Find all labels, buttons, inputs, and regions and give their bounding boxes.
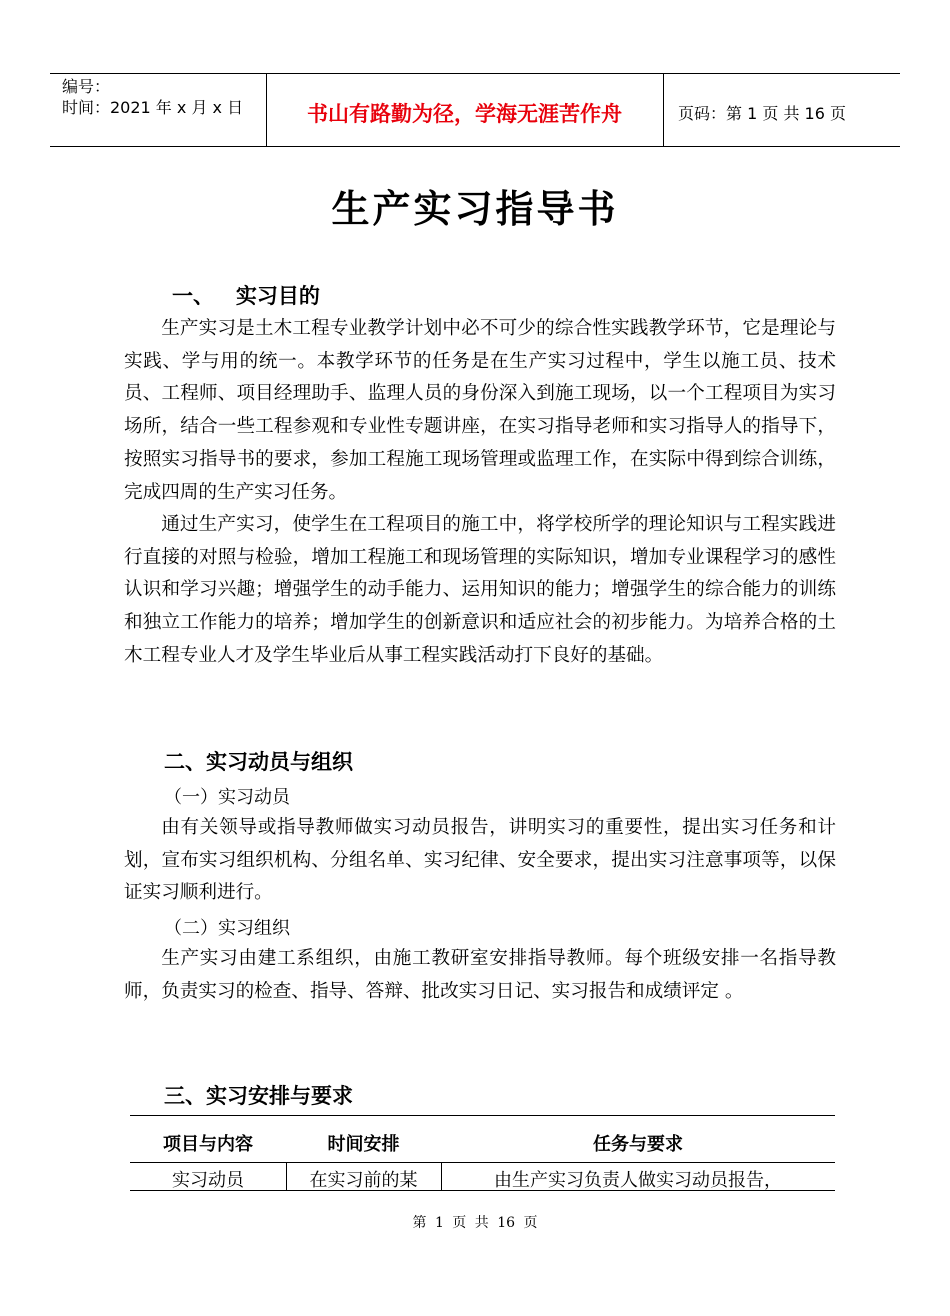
table-cell-time: 在实习前的某 bbox=[309, 1170, 418, 1191]
section1-paragraph-1: 生产实习是土木工程专业教学计划中必不可少的综合性实践教学环节，它是理论与实践、学与用的统一。本教学环节的任务是在生产实习过程中，学生以施工员、技术员、工程师、项目经理助手、监理人员的身份深入到施工现场，以一个工程项目为实习场所，结合一些工程参观和专业性专题讲座，在实习指导老师和实习指导人的指导下，按照实习指导书的要求，参加工程施工现场管理或监理工作，在实际中得到综合训练，完成四周的生产实习任务。 bbox=[124, 318, 836, 503]
section2-heading: 二、实习动员与组织 bbox=[164, 750, 353, 774]
page-footer: 第 1 页 共 16 页 bbox=[412, 1215, 538, 1231]
table-header-item: 项目与内容 bbox=[163, 1134, 253, 1155]
header-page-label: 页码：第 1 页 共 16 页 bbox=[678, 104, 846, 123]
header-meta bbox=[62, 76, 243, 118]
header-divider-right bbox=[663, 73, 664, 146]
table-header-time: 时间安排 bbox=[327, 1134, 400, 1155]
section2-subheading-1: （一）实习动员 bbox=[164, 787, 290, 808]
table-cell-item: 实习动员 bbox=[172, 1170, 244, 1191]
section3-heading: 三、实习安排与要求 bbox=[164, 1084, 353, 1108]
header-motto: 书山有路勤为径，学海无涯苦作舟 bbox=[307, 102, 622, 126]
table-top-rule bbox=[130, 1115, 835, 1116]
table-cell-task: 由生产实习负责人做实习动员报告， bbox=[494, 1170, 782, 1191]
table-header-task: 任务与要求 bbox=[593, 1134, 683, 1155]
table-header-rule bbox=[130, 1162, 835, 1163]
section1-heading: 一、 实习目的 bbox=[172, 284, 320, 308]
header-top-rule bbox=[50, 73, 900, 74]
table-row-rule bbox=[130, 1190, 835, 1191]
section1-paragraph-2: 通过生产实习，使学生在工程项目的施工中，将学校所学的理论知识与工程实践进行直接的对照与检验，增加工程施工和现场管理的实际知识，增加专业课程学习的感性认识和学习兴趣；增强学生的动手能力、运用知识的能力；增强学生的综合能力的训练和独立工作能力的培养；增加学生的创新意识和适应社会的初步能力。为培养合格的土木工程专业人才及学生毕业后从事工程实践活动打下良好的基础。 bbox=[124, 514, 836, 666]
section2-paragraph-2: 生产实习由建工系组织，由施工教研室安排指导教师。每个班级安排一名指导教师，负责实习的检查、指导、答辩、批改实习日记、实习报告和成绩评定 。 bbox=[124, 948, 836, 1002]
section2-paragraph-1: 由有关领导或指导教师做实习动员报告，讲明实习的重要性，提出实习任务和计划，宣布实习组织机构、分组名单、实习纪律、安全要求，提出实习注意事项等，以保证实习顺利进行。 bbox=[124, 817, 836, 904]
section2-subheading-2: （二）实习组织 bbox=[164, 918, 290, 939]
document-title: 生产实习指导书 bbox=[331, 187, 619, 231]
document-number-label: 编号： bbox=[62, 77, 111, 96]
header-bottom-rule bbox=[50, 146, 900, 147]
document-time-label: 时间：2021 年 x 月 x 日 bbox=[62, 98, 244, 117]
